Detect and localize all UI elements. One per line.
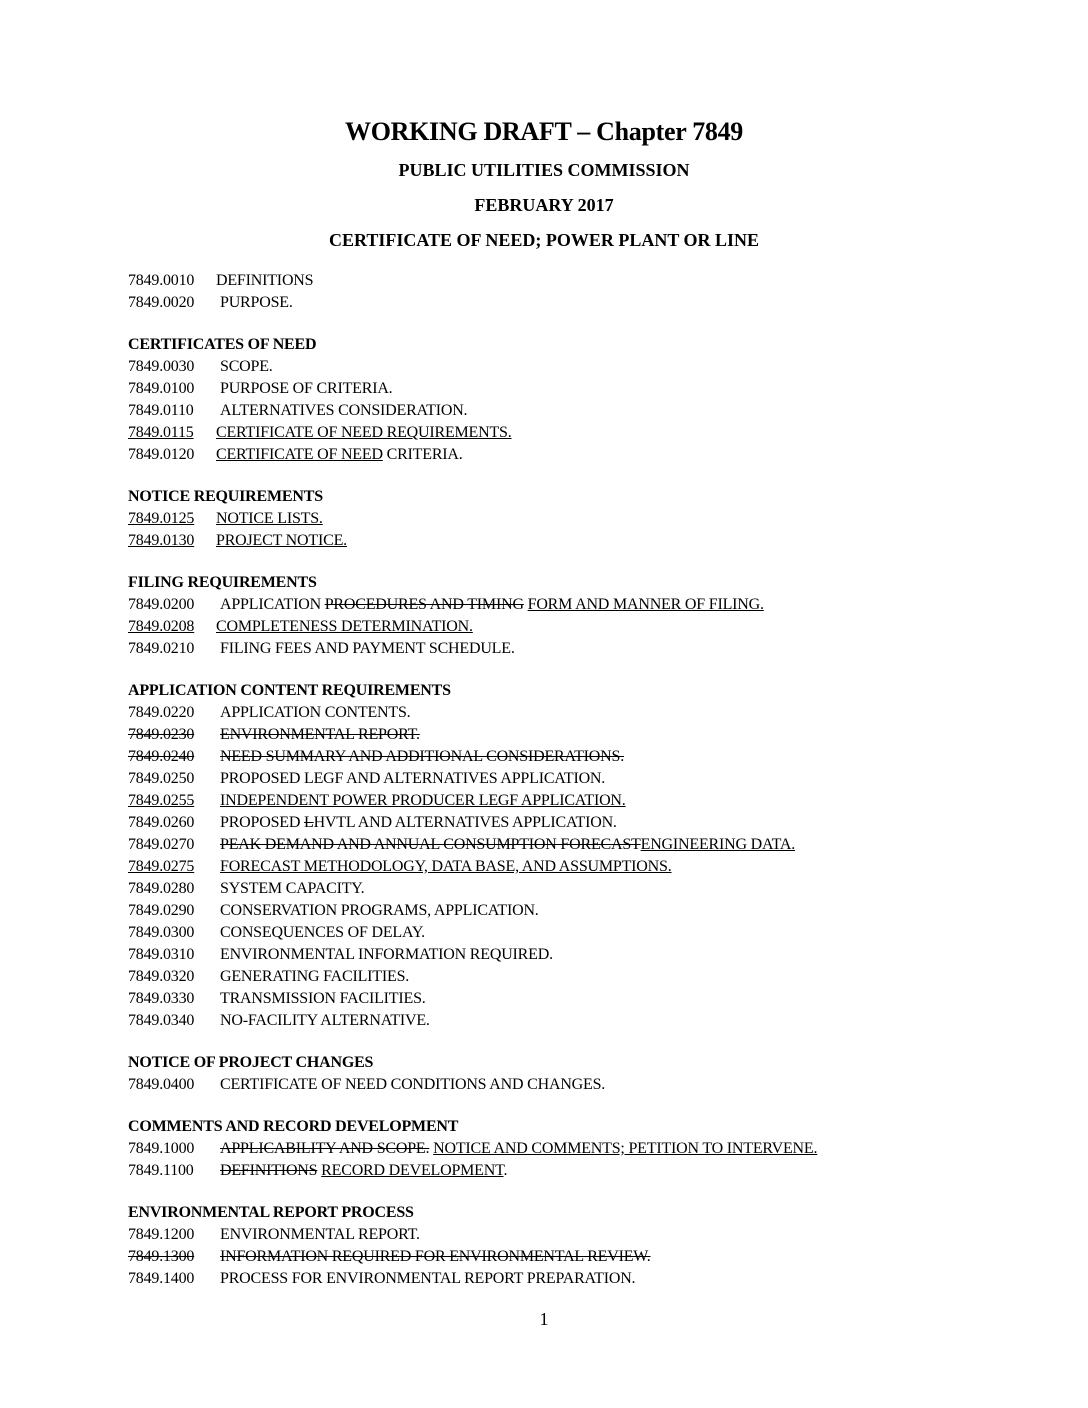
toc-item bbox=[128, 746, 948, 768]
rule-title: INFORMATION REQUIRED FOR ENVIRONMENTAL REVIEW. bbox=[220, 1248, 651, 1265]
toc-item bbox=[128, 790, 948, 812]
toc-item bbox=[128, 400, 948, 422]
toc-item bbox=[128, 834, 948, 856]
rule-title: CRITERIA. bbox=[382, 446, 463, 463]
rule-title: INDEPENDENT POWER PRODUCER LEGF APPLICATION. bbox=[220, 792, 626, 809]
rule-number: 7849.0250 bbox=[128, 770, 195, 787]
rule-title: CERTIFICATE OF NEED CONDITIONS AND CHANGES. bbox=[220, 1076, 606, 1093]
rule-title-deleted: PEAK DEMAND AND ANNUAL CONSUMPTION FORECAST bbox=[220, 836, 641, 853]
rule-title: PURPOSE OF CRITERIA. bbox=[220, 380, 393, 397]
toc-item bbox=[128, 1160, 948, 1182]
rule-title: FILING FEES AND PAYMENT SCHEDULE. bbox=[220, 640, 515, 657]
rule-number: 7849.0130 bbox=[128, 532, 195, 549]
toc-item bbox=[128, 856, 948, 878]
toc-item bbox=[128, 508, 948, 530]
rule-number: 7849.0030 bbox=[128, 358, 195, 375]
rule-title-deleted: DEFINITIONS bbox=[220, 1162, 318, 1179]
rule-number: 7849.0280 bbox=[128, 880, 195, 897]
toc-item bbox=[128, 1074, 948, 1096]
toc-item bbox=[128, 724, 948, 746]
toc-item bbox=[128, 616, 948, 638]
rule-title: GENERATING FACILITIES. bbox=[220, 968, 410, 985]
rule-title: SCOPE. bbox=[220, 358, 273, 375]
toc-item bbox=[128, 812, 948, 834]
rule-number: 7849.0310 bbox=[128, 946, 195, 963]
section-heading: CERTIFICATES OF NEED bbox=[128, 336, 317, 353]
rule-title: ENVIRONMENTAL REPORT. bbox=[220, 1226, 420, 1243]
rule-title: COMPLETENESS DETERMINATION. bbox=[216, 618, 473, 635]
rule-title-deleted: L bbox=[304, 814, 314, 831]
toc-item bbox=[128, 922, 948, 944]
rule-number: 7849.0230 bbox=[128, 726, 195, 743]
toc-item bbox=[128, 1010, 948, 1032]
rule-title-added: NOTICE AND COMMENTS; PETITION TO INTERVENE. bbox=[433, 1140, 818, 1157]
rule-title: APPLICATION bbox=[220, 596, 325, 613]
section-heading: ENVIRONMENTAL REPORT PROCESS bbox=[128, 1204, 414, 1221]
toc-item bbox=[128, 900, 948, 922]
rule-number: 7849.0330 bbox=[128, 990, 195, 1007]
toc-item bbox=[128, 378, 948, 400]
toc-item bbox=[128, 270, 948, 292]
rule-number: 7849.0300 bbox=[128, 924, 195, 941]
rule-title-added: CERTIFICATE OF NEED bbox=[216, 446, 383, 463]
rule-title: PROJECT NOTICE. bbox=[216, 532, 347, 549]
rule-number: 7849.0270 bbox=[128, 836, 195, 853]
rule-title: CERTIFICATE OF NEED REQUIREMENTS. bbox=[216, 424, 512, 441]
toc-item bbox=[128, 530, 948, 552]
rule-number: 7849.0115 bbox=[128, 424, 194, 441]
rule-number: 7849.0340 bbox=[128, 1012, 195, 1029]
rule-number: 7849.0210 bbox=[128, 640, 195, 657]
rule-number: 7849.0120 bbox=[128, 446, 195, 463]
toc-item bbox=[128, 422, 948, 444]
rule-title: NO-FACILITY ALTERNATIVE. bbox=[220, 1012, 430, 1029]
rule-title: . bbox=[503, 1162, 508, 1179]
section-heading: FILING REQUIREMENTS bbox=[128, 574, 317, 591]
section-heading: NOTICE REQUIREMENTS bbox=[128, 488, 323, 505]
rule-title: PURPOSE. bbox=[220, 294, 293, 311]
rule-number: 7849.0100 bbox=[128, 380, 195, 397]
rule-number: 7849.0125 bbox=[128, 510, 195, 527]
rule-title: NOTICE LISTS. bbox=[216, 510, 323, 527]
rule-title: CONSERVATION PROGRAMS, APPLICATION. bbox=[220, 902, 539, 919]
toc-item bbox=[128, 768, 948, 790]
toc-item bbox=[128, 1246, 948, 1268]
toc-item bbox=[128, 356, 948, 378]
rule-number: 7849.1200 bbox=[128, 1226, 195, 1243]
rule-title-added: FORM AND MANNER OF FILING. bbox=[527, 596, 764, 613]
toc-item bbox=[128, 292, 948, 314]
rule-number: 7849.0220 bbox=[128, 704, 195, 721]
rule-title: ENVIRONMENTAL INFORMATION REQUIRED. bbox=[220, 946, 553, 963]
rule-title: APPLICATION CONTENTS. bbox=[220, 704, 411, 721]
rule-number: 7849.1000 bbox=[128, 1140, 195, 1157]
rule-title: SYSTEM CAPACITY. bbox=[220, 880, 365, 897]
toc-item bbox=[128, 966, 948, 988]
rule-title-added: ENGINEERING DATA. bbox=[640, 836, 796, 853]
rule-number: 7849.0110 bbox=[128, 402, 194, 419]
rule-number: 7849.0255 bbox=[128, 792, 195, 809]
toc-item bbox=[128, 1224, 948, 1246]
rule-title: PROCESS FOR ENVIRONMENTAL REPORT PREPARATION. bbox=[220, 1270, 636, 1287]
toc-item bbox=[128, 444, 948, 466]
rule-title-deleted: APPLICABILITY AND SCOPE. bbox=[220, 1140, 430, 1157]
toc-item bbox=[128, 1138, 948, 1160]
rule-number: 7849.0020 bbox=[128, 294, 195, 311]
rule-number: 7849.1100 bbox=[128, 1162, 194, 1179]
rule-number: 7849.1400 bbox=[128, 1270, 195, 1287]
toc-item bbox=[128, 594, 948, 616]
rule-number: 7849.1300 bbox=[128, 1248, 195, 1265]
rule-title: PROPOSED LEGF AND ALTERNATIVES APPLICATION. bbox=[220, 770, 606, 787]
toc-item bbox=[128, 702, 948, 724]
rule-number: 7849.0275 bbox=[128, 858, 195, 875]
agency-name: PUBLIC UTILITIES COMMISSION bbox=[398, 160, 690, 180]
rule-title: DEFINITIONS bbox=[216, 272, 314, 289]
rule-number: 7849.0290 bbox=[128, 902, 195, 919]
rule-title: HVTL AND ALTERNATIVES APPLICATION. bbox=[313, 814, 617, 831]
toc-item bbox=[128, 1268, 948, 1290]
rule-title: ALTERNATIVES CONSIDERATION. bbox=[220, 402, 468, 419]
rule-title: FORECAST METHODOLOGY, DATA BASE, AND ASSUMPTIONS. bbox=[220, 858, 672, 875]
document-title: WORKING DRAFT – Chapter 7849 bbox=[345, 117, 743, 146]
chapter-subject: CERTIFICATE OF NEED; POWER PLANT OR LINE bbox=[328, 230, 760, 250]
section-heading: COMMENTS AND RECORD DEVELOPMENT bbox=[128, 1118, 459, 1135]
rule-title: PROPOSED bbox=[220, 814, 305, 831]
rule-number: 7849.0200 bbox=[128, 596, 195, 613]
table-of-contents bbox=[128, 270, 948, 1290]
draft-date: FEBRUARY 2017 bbox=[474, 195, 614, 215]
toc-item bbox=[128, 878, 948, 900]
rule-number: 7849.0240 bbox=[128, 748, 195, 765]
rule-title: TRANSMISSION FACILITIES. bbox=[220, 990, 426, 1007]
rule-number: 7849.0400 bbox=[128, 1076, 195, 1093]
section-heading: NOTICE OF PROJECT CHANGES bbox=[128, 1054, 374, 1071]
rule-title-added: RECORD DEVELOPMENT bbox=[321, 1162, 504, 1179]
toc-item bbox=[128, 944, 948, 966]
rule-number: 7849.0010 bbox=[128, 272, 195, 289]
rule-number: 7849.0320 bbox=[128, 968, 195, 985]
rule-number: 7849.0260 bbox=[128, 814, 195, 831]
rule-number: 7849.0208 bbox=[128, 618, 195, 635]
rule-title: NEED SUMMARY AND ADDITIONAL CONSIDERATIONS. bbox=[220, 748, 625, 765]
rule-title: CONSEQUENCES OF DELAY. bbox=[220, 924, 425, 941]
toc-item bbox=[128, 988, 948, 1010]
rule-title: ENVIRONMENTAL REPORT. bbox=[220, 726, 420, 743]
toc-item bbox=[128, 638, 948, 660]
rule-title-deleted: PROCEDURES AND TIMING bbox=[324, 596, 524, 613]
page-number: 1 bbox=[539, 1309, 549, 1329]
section-heading: APPLICATION CONTENT REQUIREMENTS bbox=[128, 682, 451, 699]
